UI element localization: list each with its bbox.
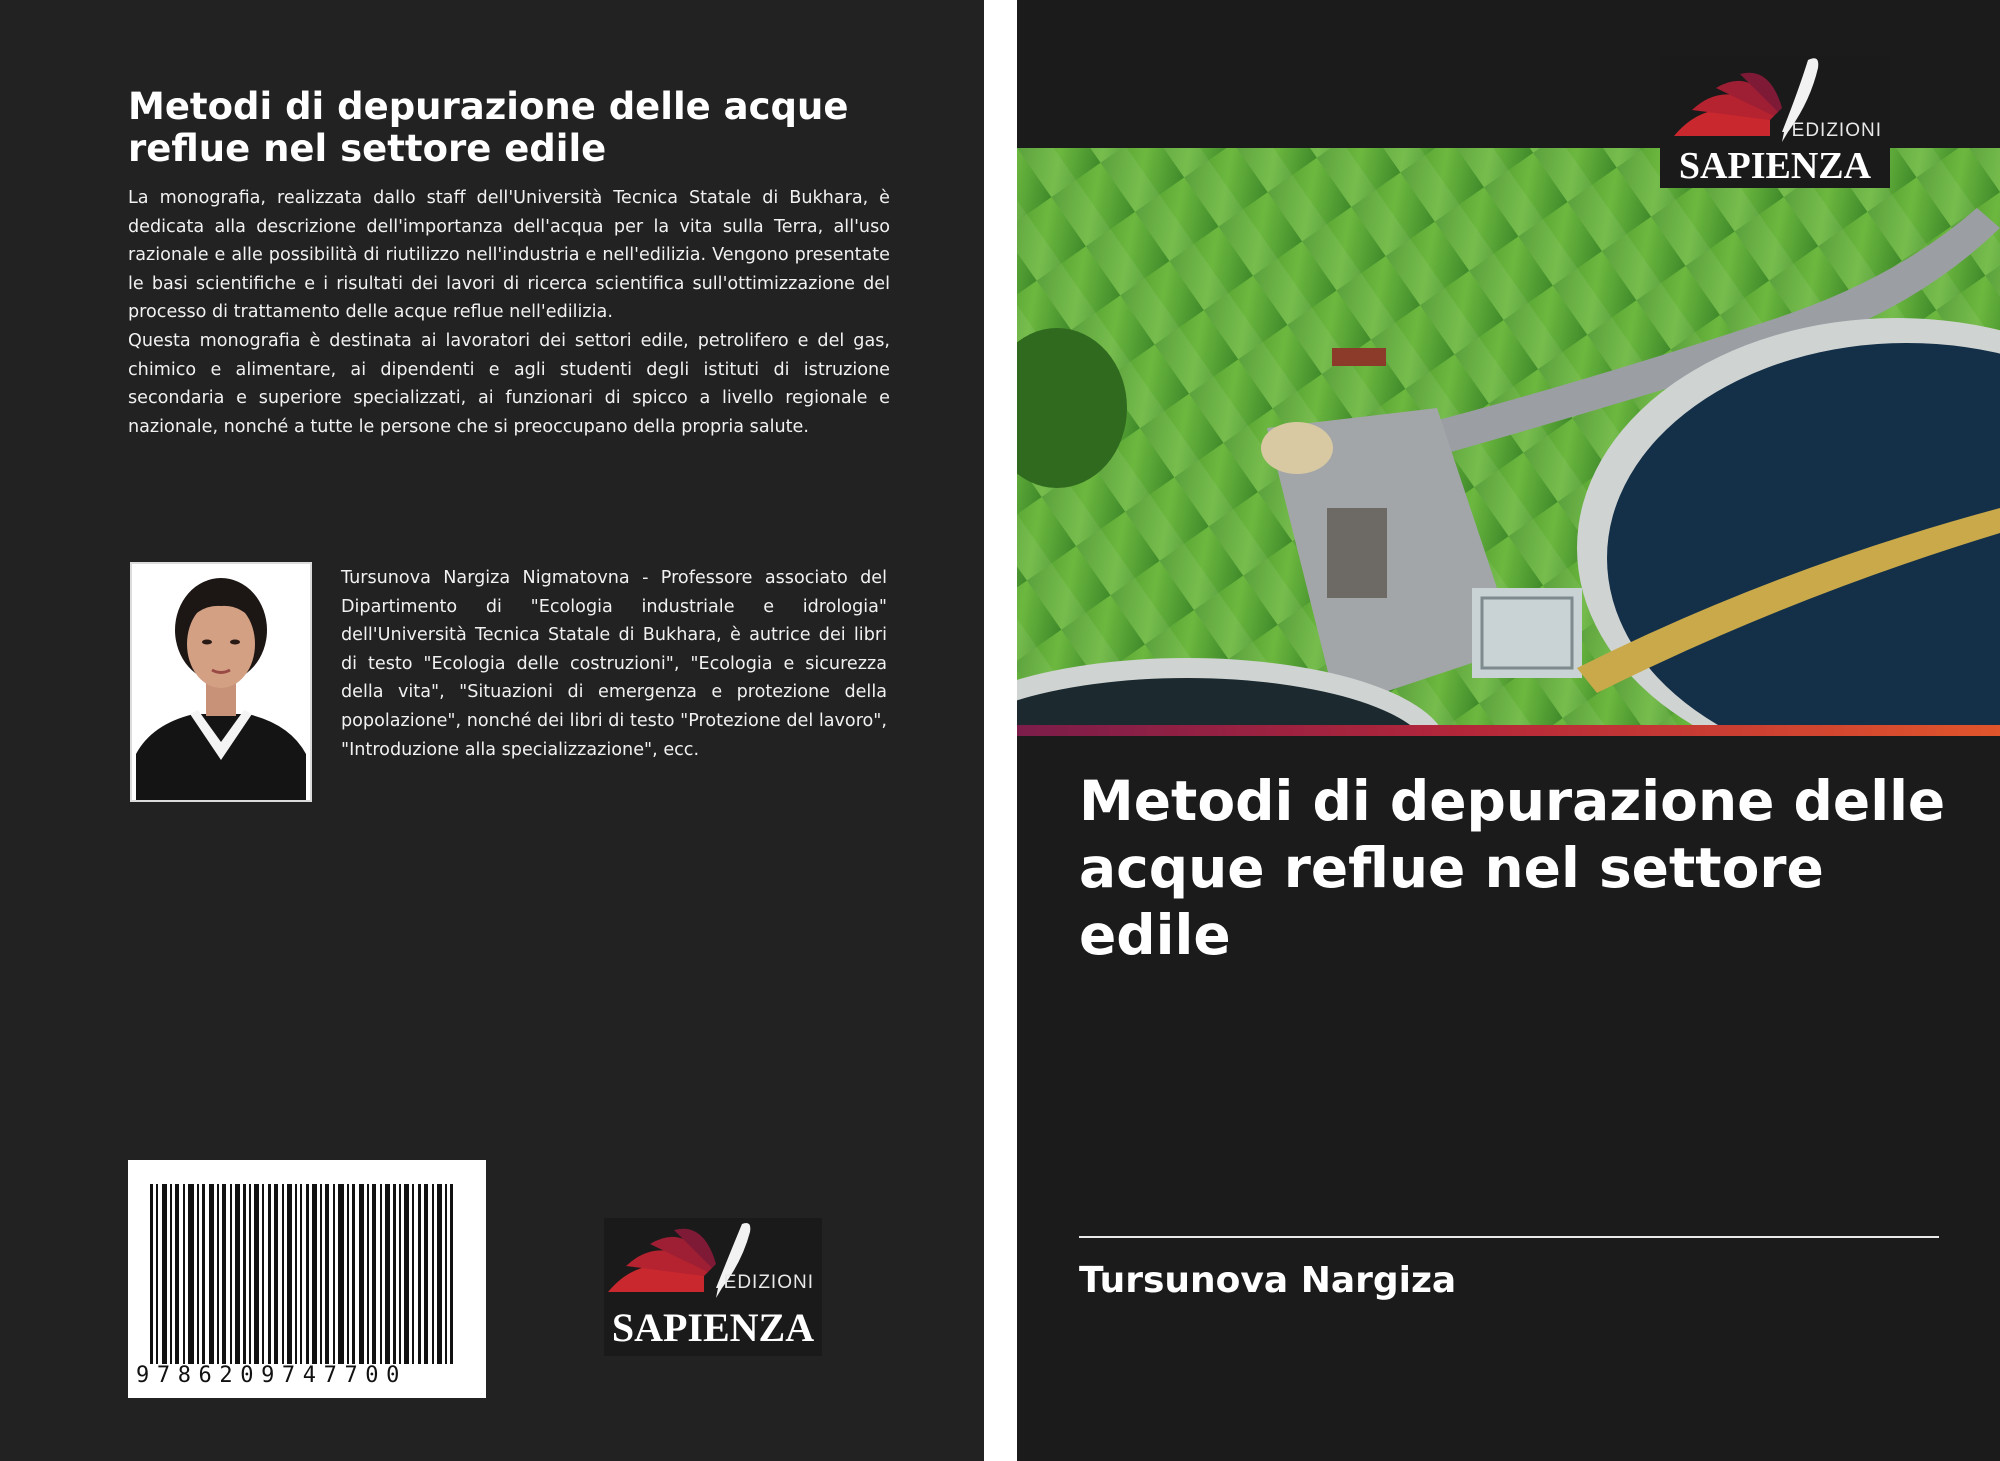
title-author-divider <box>1079 1236 1939 1238</box>
back-cover-description <box>128 184 890 441</box>
publisher-logo-back <box>604 1218 822 1356</box>
front-cover-author: Tursunova Nargiza <box>1079 1260 1457 1301</box>
author-portrait-image <box>132 564 310 800</box>
back-cover-title: Metodi di depurazione delle acque reflue nel settore edile <box>128 85 849 170</box>
logo-sapienza-text: SAPIENZA <box>1678 145 1872 187</box>
front-cover-title: Metodi di depurazione delle acque reflue nel settore edile <box>1079 769 1946 967</box>
isbn-barcode <box>128 1160 486 1398</box>
back-cover <box>0 0 984 1461</box>
isbn-digits: 9786209747700 <box>136 1364 476 1388</box>
logo-edizioni-text: EDIZIONI <box>1791 120 1882 141</box>
description-paragraph-2: Questa monografia è destinata ai lavoratori dei settori edile, petrolifero e del gas, chimico e alimentare, ai dipendenti e agli studenti degli istituti di istruzione secondaria e superiore specializzati, ai funzionari di spicco a livello regionale e nazionale, nonché a tutte le persone che si preoccupano della propria salute. <box>128 330 890 437</box>
logo-edizioni-text: EDIZIONI <box>723 1272 814 1293</box>
fan-quill-icon <box>604 1218 822 1308</box>
description-paragraph-1: La monografia, realizzata dallo staff dell'Università Tecnica Statale di Bukhara, è dedicata alla descrizione dell'importanza dell'acqua per la vita sulla Terra, all'uso razionale e alle possibilità di riutilizzo nell'industria e nell'edilizia. Vengono presentate le basi scientifiche e i risultati dei lavori di ricerca scientifica sull'ottimizzazione del processo di trattamento delle acque reflue nell'edilizia. <box>128 188 890 323</box>
decorative-color-band <box>1017 725 2000 736</box>
publisher-logo-front <box>1660 56 1890 188</box>
aerial-photo-illustration <box>1017 148 2000 725</box>
cover-photo-treatment-plant <box>1017 148 2000 725</box>
author-photo <box>130 562 312 802</box>
author-bio: Tursunova Nargiza Nigmatovna - Professore associato del Dipartimento di "Ecologia industriale e idrologia" dell'Università Tecnica Statale di Bukhara, è autrice dei libri di testo "Ecologia delle costruzioni", "Ecologia e sicurezza della vita", "Situazioni di emergenza e protezione della popolazione", nonché dei libri di testo "Protezione del lavoro", "Introduzione alla specializzazione", ecc. <box>341 568 887 760</box>
logo-sapienza-text: SAPIENZA <box>611 1305 815 1350</box>
